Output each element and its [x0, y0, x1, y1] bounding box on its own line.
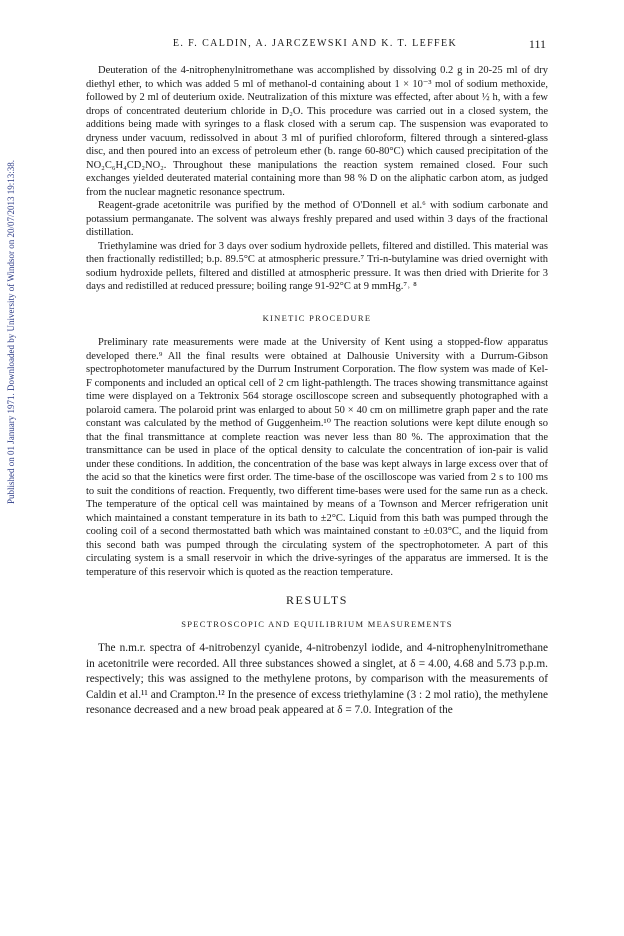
results-heading: RESULTS [285, 593, 349, 607]
paragraph-results: The n.m.r. spectra of 4-nitrobenzyl cyanide, 4-nitrobenzyl iodide, and 4-nitrophenylnitromethane in acetonitrile were recorded. All three substances showed a singlet, at δ = 4.00, 4.68 and 5.73 p.p.m. respectively; this was assigned to the methylene protons, by comparison with the measurements of Caldin et al.¹¹ and Crampton.¹² In the presence of excess triethylamine (3 : 2 mol ratio), the methylene resonance decreased and a new broad peak appeared at δ = 7.0. Integration of the [86, 642, 548, 716]
paragraph-acetonitrile: Reagent-grade acetonitrile was purified by the method of O'Donnell et al.⁶ with sodium carbonate and potassium permanganate. The solvent was always freshly prepared and used within 3 days of the fractional distillation. [86, 200, 548, 238]
results-section [86, 641, 548, 719]
paragraph-kinetic-procedure: Preliminary rate measurements were made at the University of Kent using a stopped-flow apparatus developed there.⁹ All the final results were obtained at Dalhousie University with a Durrum-Gibson spectrophotometer manufactured by the Durrum Instrument Corporation. The flow system was made of Kel-F components and included an optical cell of 2 cm light-pathlength. The traces showing transmittance against time were displayed on a Tektronix 564 storage oscilloscope screen and subsequently photographed with a polaroid camera. The polaroid print was enlarged to about 50 × 40 cm on millimetre graph paper and the rate constant was calculated by the method of Guggenheim.¹⁰ The reaction solutions were kept dilute enough so that the final transmittance at complete reaction was never less than 80 %. The approximation that the transmittance can be used in place of the optical density to calculate the concentration of ion-pair is valid under these conditions. In addition, the concentration of the base was kept always in large excess over that of the acid so that the kinetics were first order. The time-base of the oscilloscope was varied from 2 s to 100 ms to suit the conditions of reaction. Frequently, two different time-bases were used for the same run as a check. The temperature of the optical cell was maintained by means of a Townson and Mercer refrigeration unit which maintained a constant temperature in its bath to ±2°C. Liquid from this bath was pumped through the cooling coil of a second thermostatted bath which was maintained constant to ±0.03°C, and the liquid from this second bath was pumped through the circulating system of the spectrophotometer. A part of this circulating system is a small reservoir in which the drive-syringes of the apparatus are immersed. It is the temperature of this reservoir which is quoted as the reaction temperature. [86, 337, 548, 578]
article-body [86, 64, 548, 719]
kinetic-procedure-heading: KINETIC PROCEDURE [262, 312, 372, 323]
paragraph-triethylamine: Triethylamine was dried for 3 days over sodium hydroxide pellets, filtered and distilled. This material was then fractionally redistilled; b.p. 89.5°C at atmospheric pressure.⁷ Tri-n-butylamine was dried overnight with sodium hydroxide pellets, filtered and distilled at atmospheric pressure. It was then dried with Drierite for 3 days and redistilled at reduced pressure; boiling range 91-92°C at 9 mmHg.⁷˒ ⁸ [86, 240, 548, 292]
spectroscopic-heading: SPECTROSCOPIC AND EQUILIBRIUM MEASUREMENTS [181, 618, 453, 629]
download-notice-sidebar: Published on 01 January 1971. Downloaded by University of Windsor on 20/07/2013 19:13:38. [6, 160, 16, 504]
page-number: 111 [528, 37, 546, 51]
running-header [84, 37, 546, 51]
paragraph-deuteration: Deuteration of the 4-nitrophenylnitromethane was accomplished by dissolving 0.2 g in 20-25 ml of dry diethyl ether, to which was added 5 ml of methanol-d containing about 1 × 10⁻³ mol of sodium methoxide, followed by 2 ml of deuterium oxide. Neutralization of this mixture was effected, after about ½ h, with a few drops of concentrated deuterium chloride in D₂O. This procedure was carried out in a closed system, the additions being made with syringes to a flask closed with a serum cap. The suspension was evaporated to dryness under vacuum, redissolved in about 3 ml of purified chloroform, filtered through a sintered-glass disc, and then poured into an excess of petroleum ether (b. range 60-80°C) which caused precipitation of the NO₂C₆H₄CD₂NO₂. Throughout these manipulations the reaction system remained closed. Four such exchanges yielded deuterated material containing more than 98 % D on the aliphatic carbon atom, as judged from the nuclear magnetic resonance spectrum. [86, 65, 548, 198]
running-header-authors: E. F. CALDIN, A. JARCZEWSKI AND K. T. LEFFEK [172, 38, 458, 49]
